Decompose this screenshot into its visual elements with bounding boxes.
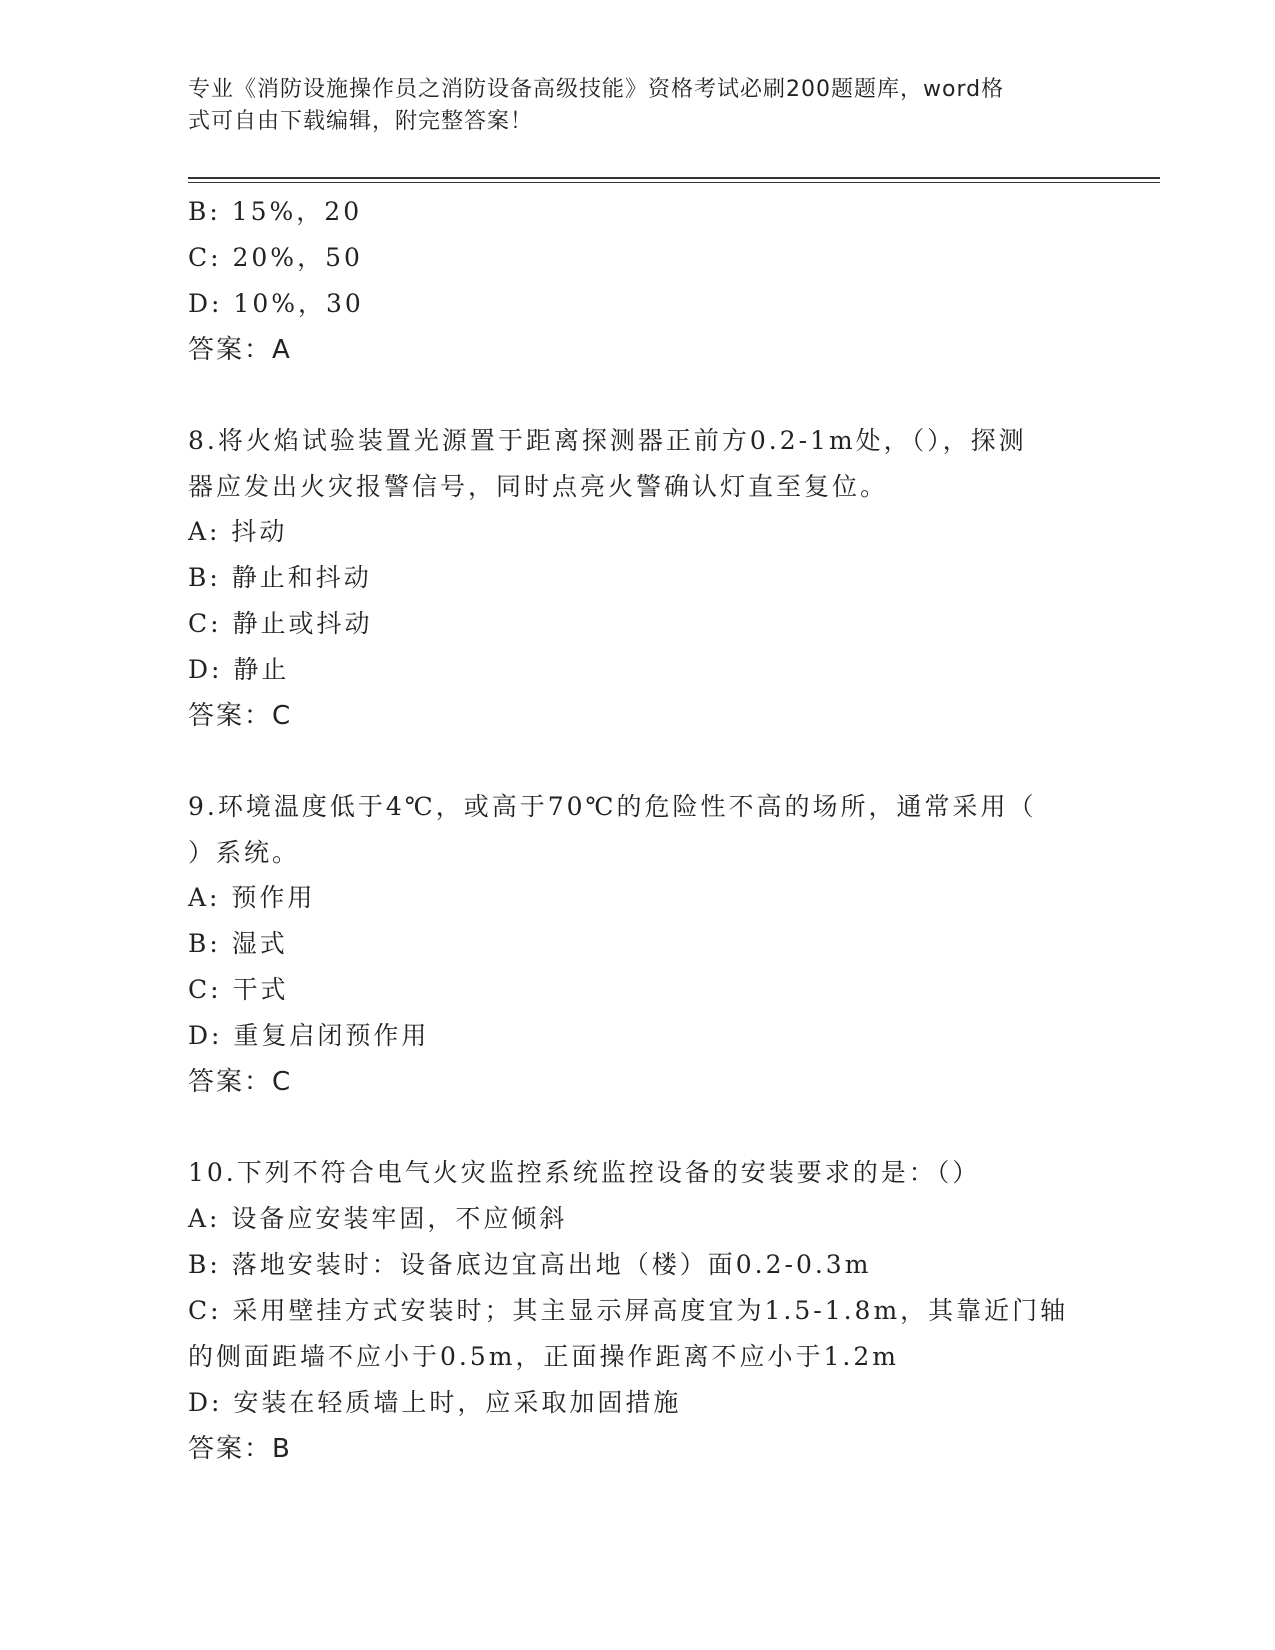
answer-line: 答案：C <box>188 1067 293 1097</box>
option-c: C: 干式 <box>188 975 289 1004</box>
option-d: D: 静止 <box>188 655 290 684</box>
question-text-line: ）系统。 <box>188 837 301 867</box>
option-c: C: 采用壁挂方式安装时；其主显示屏高度宜为1.5-1.8m，其靠近门轴 <box>188 1295 1069 1325</box>
option-d: D: 重复启闭预作用 <box>188 1021 430 1050</box>
option-d: D: 10%，30 <box>188 289 364 318</box>
option-c: C: 静止或抖动 <box>188 609 373 638</box>
option-a: A: 抖动 <box>188 517 288 546</box>
question-9 <box>188 784 1088 1105</box>
option-a: A: 预作用 <box>188 883 316 912</box>
question-list <box>188 189 1088 1472</box>
question-text-line: 10.下列不符合电气火灾监控系统监控设备的安装要求的是：（） <box>188 1158 981 1187</box>
question-text-line: 8.将火焰试验装置光源置于距离探测器正前方0.2-1m处，（），探测 <box>188 426 1027 455</box>
answer-line: 答案：A <box>188 335 292 365</box>
question-7-continued <box>188 189 1088 373</box>
answer-line: 答案：B <box>188 1433 292 1464</box>
answer-line: 答案：C <box>188 701 293 731</box>
option-b: B: 静止和抖动 <box>188 563 372 592</box>
spacer <box>188 1105 1088 1150</box>
option-b: B: 湿式 <box>188 929 288 958</box>
option-a: A: 设备应安装牢固，不应倾斜 <box>188 1203 568 1233</box>
question-text-line: 器应发出火灾报警信号，同时点亮火警确认灯直至复位。 <box>188 471 889 501</box>
question-8 <box>188 418 1088 739</box>
question-text-line: 9.环境温度低于4℃，或高于70℃的危险性不高的场所，通常采用（ <box>188 792 1037 821</box>
spacer <box>188 739 1088 784</box>
question-10 <box>188 1150 1088 1472</box>
option-b: B: 落地安装时：设备底边宜高出地（楼）面0.2-0.3m <box>188 1249 872 1279</box>
header-divider-thick <box>188 177 1160 179</box>
header-divider-thin <box>188 182 1160 183</box>
option-b: B: 15%，20 <box>188 197 363 226</box>
document-header <box>188 74 1068 138</box>
option-c: C: 20%，50 <box>188 243 363 272</box>
spacer <box>188 373 1088 418</box>
header-line-1: 专业《消防设施操作员之消防设备高级技能》资格考试必刷200题题库，word格 <box>188 77 1005 102</box>
option-d: D: 安装在轻质墙上时，应采取加固措施 <box>188 1387 682 1417</box>
header-line-2: 式可自由下载编辑，附完整答案！ <box>188 109 534 134</box>
option-c-continued: 的侧面距墙不应小于0.5m，正面操作距离不应小于1.2m <box>188 1341 899 1371</box>
